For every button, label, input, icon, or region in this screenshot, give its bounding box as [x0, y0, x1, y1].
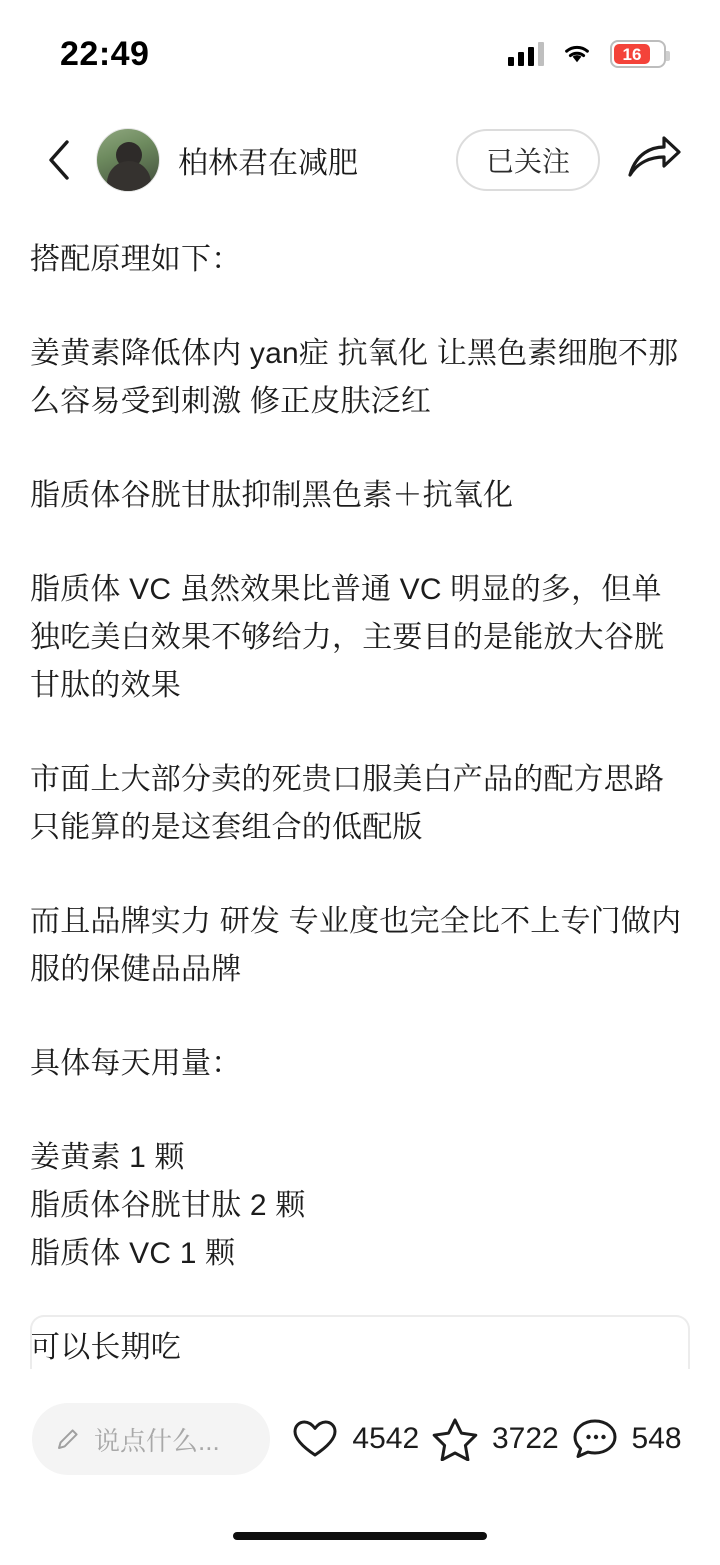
dosage-item: 姜黄素 1 颗: [30, 1141, 185, 1174]
author-name[interactable]: 柏林君在减肥: [178, 147, 358, 180]
pencil-icon: [54, 1425, 82, 1453]
collect-button[interactable]: [432, 1417, 559, 1461]
comment-placeholder: 说点什么...: [94, 1425, 220, 1456]
home-indicator-area: [0, 1507, 720, 1565]
status-time: 22:49: [60, 34, 150, 73]
like-count: 4542: [352, 1422, 420, 1455]
wifi-icon: [562, 42, 592, 66]
dosage-item: 脂质体谷胱甘肽 2 颗: [30, 1189, 306, 1222]
post-paragraph: 搭配原理如下：: [30, 243, 242, 276]
battery-icon: [610, 40, 666, 68]
share-arrow-icon: [626, 135, 682, 185]
star-icon: [432, 1417, 478, 1461]
battery-level: 16: [622, 44, 642, 64]
post-paragraph: 而且品牌实力 研发 专业度也完全比不上专门做内服的保健品品牌: [30, 905, 682, 986]
post-paragraph: 市面上大部分卖的死贵口服美白产品的配方思路只能算的是这套组合的低配版: [30, 763, 665, 844]
like-button[interactable]: [292, 1418, 419, 1460]
post-paragraph: 脂质体 VC 虽然效果比普通 VC 明显的多，但单独吃美白效果不够给力，主要目的是能放大谷胱甘肽的效果: [30, 573, 665, 702]
dosage-list: [30, 1134, 690, 1278]
collect-count: 3722: [491, 1422, 559, 1455]
top-navigation-bar: [0, 108, 720, 212]
status-icons: [508, 40, 666, 68]
back-chevron-icon: [46, 138, 72, 182]
avatar[interactable]: [96, 128, 160, 192]
dosage-item: 脂质体 VC 1 颗: [30, 1237, 236, 1270]
post-closing-line: 可以长期吃: [30, 1331, 181, 1364]
comment-input[interactable]: [32, 1403, 270, 1475]
post-paragraph: 具体每天用量：: [30, 1047, 242, 1080]
post-content[interactable]: [0, 212, 720, 1371]
post-paragraph: 脂质体谷胱甘肽抑制黑色素＋抗氧化: [30, 479, 514, 512]
heart-icon: [292, 1418, 338, 1460]
comment-count: 548: [631, 1422, 682, 1455]
bottom-action-bar: [0, 1371, 720, 1507]
content-bottom-card-edge: [30, 1315, 690, 1369]
comment-button[interactable]: [572, 1417, 682, 1461]
back-button[interactable]: [32, 133, 86, 187]
engagement-actions: [270, 1417, 688, 1461]
post-paragraph: 姜黄素降低体内 yan症 抗氧化 让黑色素细胞不那么容易受到刺激 修正皮肤泛红: [30, 337, 679, 418]
home-indicator[interactable]: [233, 1532, 487, 1540]
cellular-signal-icon: [508, 42, 544, 66]
comment-bubble-icon: [572, 1417, 618, 1461]
share-button[interactable]: [622, 128, 686, 192]
follow-button[interactable]: 已关注: [456, 129, 600, 191]
status-bar: [0, 0, 720, 108]
